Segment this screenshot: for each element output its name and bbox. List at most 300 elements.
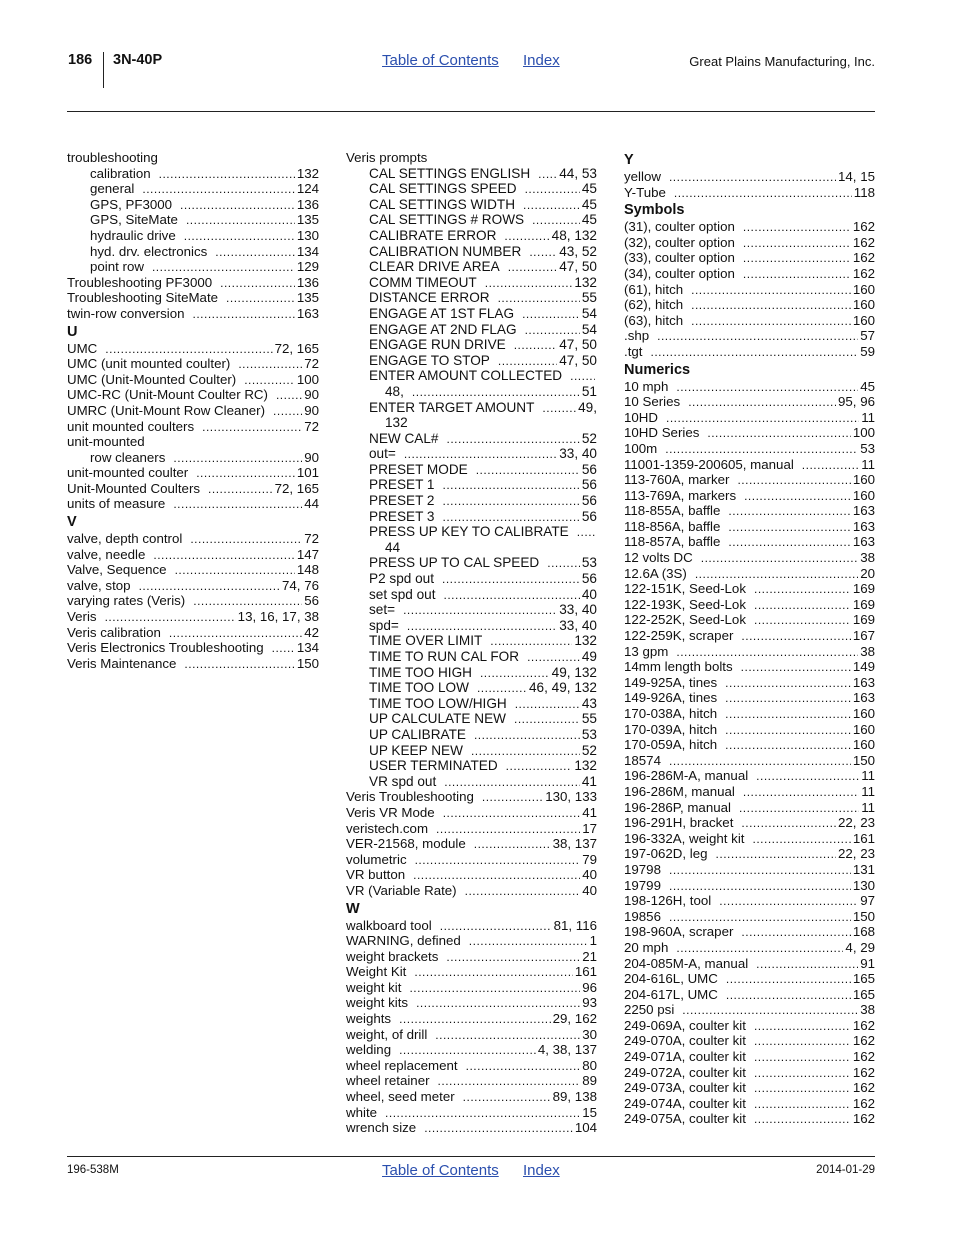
page-reference[interactable]: 56 [581, 493, 597, 509]
leader-dots [674, 186, 852, 201]
page-reference[interactable]: 49, 132 [551, 664, 597, 680]
page-reference[interactable]: 100 [296, 371, 319, 387]
leader-dots [435, 1028, 580, 1043]
page-reference[interactable]: 29, 162 [552, 1011, 597, 1027]
page-reference[interactable]: 163 [296, 305, 319, 321]
model-name: 3N-40P [113, 52, 163, 68]
index-entry [624, 1065, 875, 1081]
leader-dots [669, 910, 851, 925]
page-reference[interactable]: 55 [581, 711, 597, 727]
page-reference[interactable]: 167 [852, 628, 875, 644]
page-reference[interactable]: 162 [852, 265, 875, 281]
entry-label: 149-925A, tines [624, 674, 718, 690]
index-entry [67, 166, 319, 182]
leader-dots [669, 879, 851, 894]
entry-label: 10 Series [624, 394, 681, 410]
leader-dots [385, 1106, 580, 1121]
page-reference[interactable]: 130, 133 [545, 789, 597, 805]
entry-label: 249-072A, coulter kit [624, 1064, 746, 1080]
page-reference[interactable]: 11 [861, 768, 875, 784]
page-reference[interactable]: 57 [860, 328, 875, 344]
page-reference[interactable]: 72 [304, 418, 319, 434]
page-reference[interactable]: 43, 52 [559, 243, 597, 259]
page-reference[interactable]: 162 [852, 1095, 875, 1111]
entry-label: CAL SETTINGS SPEED [369, 181, 517, 197]
page-reference[interactable]: 13, 16, 17, 38 [237, 609, 319, 625]
entry-label: varying rates (Veris) [67, 593, 186, 609]
entry-label: 113-760A, marker [624, 472, 730, 488]
index-entry [346, 337, 597, 353]
index-entry [624, 266, 875, 282]
entry-label: Troubleshooting PF3000 [67, 274, 213, 290]
leader-dots [728, 535, 850, 550]
entry-label: 249-071A, coulter kit [624, 1049, 746, 1065]
page-reference[interactable]: 81, 116 [553, 917, 597, 933]
page-reference[interactable]: 40 [582, 867, 597, 883]
leader-dots [691, 314, 851, 329]
leader-dots [424, 1121, 573, 1136]
index-entry [624, 250, 875, 266]
index-entry [67, 531, 319, 547]
page-reference[interactable]: 54 [581, 321, 597, 337]
entry-label: out= [369, 446, 396, 462]
page-reference[interactable]: 89, 138 [552, 1089, 597, 1105]
page-reference[interactable]: 53 [581, 555, 597, 571]
leader-dots [105, 342, 272, 357]
header-index-link[interactable]: Index [523, 52, 560, 69]
page-reference[interactable]: 45 [581, 181, 597, 197]
entry-label: WARNING, defined [346, 933, 461, 949]
page-reference[interactable]: 45 [581, 212, 597, 228]
page-reference[interactable]: 162 [852, 1049, 875, 1065]
page-reference[interactable]: 163 [852, 503, 875, 519]
page-reference[interactable]: 91 [860, 955, 875, 971]
entry-label: Y-Tube [624, 184, 666, 200]
page-reference[interactable]: 163 [852, 534, 875, 550]
index-entry [346, 368, 597, 384]
leader-dots [743, 236, 851, 251]
leader-dots [527, 650, 580, 665]
page-reference[interactable]: 129 [296, 259, 319, 275]
index-entry [67, 228, 319, 244]
leader-dots [525, 182, 580, 197]
page-reference[interactable]: 136 [296, 274, 319, 290]
header-toc-link[interactable]: Table of Contents [382, 52, 499, 69]
entry-label: 19799 [624, 877, 661, 893]
leader-dots [676, 380, 858, 395]
page-reference[interactable]: 38 [860, 550, 875, 566]
page-reference[interactable]: 169 [852, 612, 875, 628]
leader-dots [754, 1034, 851, 1049]
entry-label: 13 gpm [624, 643, 669, 659]
page-reference[interactable]: 72, 165 [274, 340, 319, 356]
page-reference[interactable]: 54 [581, 305, 597, 321]
index-entry [624, 441, 875, 457]
leader-dots [754, 1097, 851, 1112]
page-reference[interactable]: 165 [852, 986, 875, 1002]
index-entry [346, 852, 597, 868]
page-reference[interactable]: 52 [581, 742, 597, 758]
page-reference[interactable]: 132 [574, 758, 597, 774]
page-reference[interactable]: 49 [581, 649, 597, 664]
entry-label: 249-069A, coulter kit [624, 1017, 746, 1033]
page-reference[interactable]: 80 [582, 1057, 597, 1073]
index-entry [67, 609, 319, 625]
index-entry [346, 306, 597, 322]
index-entry [67, 562, 319, 578]
leader-dots [490, 634, 572, 649]
page-reference[interactable]: 90 [304, 449, 319, 465]
leader-dots [669, 170, 836, 185]
page-reference[interactable]: 97 [860, 893, 875, 909]
entry-label: TIME TOO LOW [369, 680, 469, 696]
page-reference[interactable]: 48, 132 [551, 227, 597, 243]
page-reference[interactable]: 163 [852, 518, 875, 534]
entry-label: 18574 [624, 752, 661, 768]
index-entry [67, 212, 319, 228]
entry-label: 122-193K, Seed-Lok [624, 596, 746, 612]
page-reference[interactable]: 160 [852, 487, 875, 503]
entry-label: 10HD [624, 409, 658, 425]
leader-dots [153, 548, 294, 563]
page-reference[interactable]: 162 [852, 250, 875, 266]
page-reference[interactable]: 161 [852, 830, 875, 846]
entry-label: valve, needle [67, 546, 146, 562]
index-entry [67, 306, 319, 322]
entry-label: 170-038A, hitch [624, 706, 718, 721]
page-reference[interactable]: 134 [296, 640, 319, 656]
page-reference[interactable]: 162 [852, 1033, 875, 1049]
index-entry [67, 656, 319, 672]
page-reference[interactable]: 135 [296, 212, 319, 228]
entry-label: Unit-Mounted Coulters [67, 480, 201, 496]
page-reference[interactable]: 44 [304, 496, 319, 512]
entry-label: 122-259K, scraper [624, 628, 734, 644]
entry-label: 14mm length bolts [624, 659, 733, 675]
index-entry [346, 995, 597, 1011]
page-reference[interactable]: 162 [852, 1064, 875, 1080]
page-reference[interactable]: 47, 50 [559, 337, 597, 353]
entry-label: Weight Kit [346, 964, 407, 980]
index-entry [346, 680, 597, 696]
leader-dots [476, 463, 580, 478]
page-reference[interactable]: 162 [852, 1017, 875, 1033]
leader-dots [442, 510, 579, 525]
leader-dots [514, 712, 580, 727]
leader-dots [666, 411, 859, 426]
entry-label: troubleshooting [67, 150, 158, 165]
leader-dots [474, 728, 580, 743]
leader-dots [529, 245, 557, 260]
leader-dots [650, 345, 858, 360]
page-reference[interactable]: 131 [852, 861, 875, 877]
entry-label: (63), hitch [624, 312, 684, 328]
page-reference[interactable]: 160 [852, 281, 875, 297]
index-entry [624, 581, 875, 597]
page-reference[interactable]: 45 [581, 196, 597, 212]
page-reference[interactable]: 163 [852, 674, 875, 690]
page-reference[interactable]: 56 [581, 477, 597, 493]
leader-dots [273, 404, 302, 419]
page-reference[interactable]: 118 [853, 184, 875, 200]
page-reference[interactable]: 72 [304, 531, 319, 547]
index-entry [624, 566, 875, 582]
page-reference[interactable]: 11 [861, 799, 875, 815]
page-reference[interactable]: 42 [304, 624, 319, 640]
entry-label: ENTER AMOUNT COLLECTED [369, 368, 563, 384]
leader-dots [657, 329, 858, 344]
page-reference[interactable]: 160 [852, 721, 875, 737]
page-reference[interactable]: 53 [581, 726, 597, 742]
leader-dots [208, 482, 273, 497]
index-entry [346, 259, 597, 275]
entry-label: 132 [385, 415, 408, 431]
page-reference[interactable]: 47, 50 [559, 352, 597, 368]
page-reference[interactable]: 149 [852, 659, 875, 675]
index-entry [67, 356, 319, 372]
index-entry [624, 659, 875, 675]
page-reference[interactable]: 160 [852, 706, 875, 721]
index-entry [624, 344, 875, 360]
index-entry [67, 275, 319, 291]
page-reference[interactable]: 40 [581, 586, 597, 602]
page-reference[interactable]: 56 [581, 508, 597, 524]
page-reference[interactable]: 41 [582, 804, 597, 820]
page-reference[interactable]: 22, 23 [838, 846, 875, 862]
page-reference[interactable]: 17 [582, 820, 597, 836]
index-entry [346, 836, 597, 852]
footer-toc-link[interactable]: Table of Contents [382, 1162, 499, 1179]
index-entry [346, 353, 597, 369]
index-entry [624, 394, 875, 410]
page-reference[interactable]: 135 [296, 290, 319, 306]
page-reference[interactable]: 22, 23 [838, 815, 875, 831]
entry-label: VR button [346, 867, 406, 883]
leader-dots [238, 357, 302, 372]
index-entry [67, 372, 319, 388]
page-reference[interactable]: 160 [852, 472, 875, 488]
index-entry [346, 602, 597, 618]
entry-label: CALIBRATE ERROR [369, 227, 497, 243]
page-reference[interactable]: 56 [304, 593, 319, 609]
leader-dots [754, 1112, 851, 1127]
page-reference[interactable]: 56 [581, 571, 597, 587]
page-reference[interactable]: 162 [852, 219, 875, 235]
page-reference[interactable]: 160 [852, 312, 875, 328]
entry-label: calibration [90, 165, 151, 181]
page-reference[interactable]: 79 [582, 851, 597, 867]
page-reference[interactable]: 11 [861, 456, 875, 472]
index-entry [624, 815, 875, 831]
page-reference[interactable]: 101 [296, 465, 319, 481]
leader-dots [754, 1066, 851, 1081]
page-reference[interactable]: 4, 29 [845, 939, 875, 955]
page-reference[interactable]: 72, 165 [274, 480, 319, 496]
footer-doc-number: 196-538M [67, 1164, 119, 1176]
page-reference[interactable]: 74, 76 [282, 577, 319, 593]
footer-index-link[interactable]: Index [523, 1162, 560, 1179]
index-entry [67, 197, 319, 213]
entry-label: 196-332A, weight kit [624, 830, 745, 846]
page-reference[interactable]: 96 [582, 979, 597, 995]
entry-label: Veris calibration [67, 624, 161, 640]
leader-dots [754, 1019, 851, 1034]
leader-dots [480, 666, 550, 681]
entry-label: 19798 [624, 861, 661, 877]
page-reference[interactable]: 148 [296, 562, 319, 578]
index-entry [346, 933, 597, 949]
page-reference[interactable]: 165 [852, 971, 875, 987]
page-reference[interactable]: 95, 96 [838, 394, 875, 410]
index-entry [624, 534, 875, 550]
page-reference[interactable]: 53 [860, 440, 875, 456]
page-reference[interactable]: 150 [852, 908, 875, 924]
page-reference[interactable]: 40 [582, 882, 597, 898]
page-reference[interactable]: 124 [296, 181, 319, 197]
index-entry [624, 722, 875, 738]
entry-label: CLEAR DRIVE AREA [369, 259, 500, 275]
page-reference[interactable]: 52 [581, 430, 597, 446]
page-reference[interactable]: 46, 49, 132 [528, 680, 597, 696]
entry-label: 196-286M, manual [624, 783, 735, 799]
entry-label: (32), coulter option [624, 234, 735, 250]
page-reference[interactable]: 49, [578, 399, 597, 415]
entry-label: 122-151K, Seed-Lok [624, 581, 746, 597]
index-entry [624, 628, 875, 644]
index-entry [624, 328, 875, 344]
entry-label: .shp [624, 328, 650, 344]
page-reference[interactable]: 30 [582, 1026, 597, 1042]
page-reference[interactable]: 147 [296, 546, 319, 562]
leader-dots [220, 276, 295, 291]
entry-label: 170-039A, hitch [624, 721, 718, 737]
page-reference[interactable]: 11 [861, 783, 875, 799]
entry-label: GPS, PF3000 [90, 196, 173, 212]
page-reference[interactable]: 163 [852, 690, 875, 706]
index-entry [346, 649, 597, 665]
index-entry [624, 862, 875, 878]
page-reference[interactable]: 45 [860, 378, 875, 394]
leader-dots [725, 707, 851, 722]
leader-dots [414, 965, 572, 980]
page-reference[interactable]: 132 [574, 633, 597, 649]
entry-label: ENGAGE AT 1ST FLAG [369, 305, 515, 321]
entry-label: CAL SETTINGS ENGLISH [369, 165, 531, 181]
entry-label: Veris Electronics Troubleshooting [67, 640, 264, 656]
leader-dots [169, 626, 302, 641]
page-reference[interactable]: 14, 15 [838, 169, 875, 184]
page-reference[interactable]: 136 [296, 196, 319, 212]
entry-label: PRESET 2 [369, 493, 435, 509]
page-reference[interactable]: 44, 53 [559, 165, 597, 181]
index-entry [346, 290, 597, 306]
page-reference[interactable]: 162 [852, 234, 875, 250]
page-reference[interactable]: 130 [852, 877, 875, 893]
page-reference[interactable]: 38, 137 [552, 836, 597, 852]
page-reference[interactable]: 15 [582, 1104, 597, 1120]
page-reference[interactable]: 4, 38, 137 [537, 1042, 597, 1058]
page-reference[interactable]: 104 [574, 1120, 597, 1136]
page-reference[interactable]: 33, 40 [559, 617, 597, 633]
page-reference[interactable]: 130 [296, 227, 319, 243]
page-reference[interactable]: 59 [860, 343, 875, 359]
entry-label: weight kits [346, 995, 409, 1011]
page-reference[interactable]: 43 [581, 695, 597, 711]
page-reference[interactable]: 33, 40 [559, 446, 597, 462]
page-reference[interactable]: 160 [852, 297, 875, 313]
page-reference[interactable]: 72 [304, 356, 319, 372]
leader-dots [202, 420, 302, 435]
entry-label: UMC (Unit-Mounted Coulter) [67, 371, 237, 387]
page-reference[interactable]: 150 [296, 655, 319, 671]
page-reference[interactable]: 51 [581, 383, 597, 399]
entry-label: Veris [67, 609, 97, 625]
index-entry [346, 275, 597, 291]
leader-dots [412, 385, 580, 400]
index-entry [67, 403, 319, 419]
page-reference[interactable]: 100 [852, 425, 875, 441]
leader-dots [469, 934, 588, 949]
page-reference[interactable]: 150 [852, 752, 875, 768]
page-reference[interactable]: 134 [296, 243, 319, 259]
page-reference[interactable]: 38 [860, 1002, 875, 1018]
entry-label: 197-062D, leg [624, 846, 708, 862]
page-reference[interactable]: 132 [574, 274, 597, 290]
page-reference[interactable]: 168 [852, 924, 875, 940]
index-entry [624, 1002, 875, 1018]
page-reference[interactable]: 90 [304, 402, 319, 418]
index-entry [67, 244, 319, 260]
page-reference[interactable]: 20 [860, 565, 875, 581]
page-reference[interactable]: 162 [852, 1080, 875, 1096]
page-reference[interactable]: 56 [581, 461, 597, 477]
leader-dots [416, 996, 580, 1011]
page-reference[interactable]: 11 [861, 409, 875, 425]
page-reference[interactable]: 169 [852, 581, 875, 597]
leader-dots [525, 323, 580, 338]
leader-dots [474, 837, 551, 852]
page-reference[interactable]: 132 [296, 165, 319, 181]
page-reference[interactable]: 38 [860, 643, 875, 659]
page-reference[interactable]: 89 [582, 1073, 597, 1089]
page-reference[interactable]: 161 [574, 964, 597, 980]
page-reference[interactable]: 169 [852, 596, 875, 612]
page-reference[interactable]: 160 [852, 737, 875, 753]
page-reference[interactable]: 162 [852, 1111, 875, 1127]
index-entry [624, 597, 875, 613]
index-entry [624, 235, 875, 251]
page-reference[interactable]: 33, 40 [559, 602, 597, 618]
index-entry [67, 578, 319, 594]
page-reference[interactable]: 93 [582, 995, 597, 1011]
page-reference[interactable]: 41 [581, 773, 597, 789]
page-reference[interactable]: 47, 50 [559, 259, 597, 275]
page-reference[interactable]: 21 [582, 948, 597, 964]
page-reference[interactable]: 1 [589, 933, 597, 949]
entry-label: P2 spd out [369, 571, 434, 587]
index-entry [346, 446, 597, 462]
page-reference[interactable]: 55 [581, 290, 597, 306]
page-reference[interactable]: 90 [304, 387, 319, 403]
leader-dots [532, 213, 580, 228]
entry-label: 100m [624, 440, 658, 456]
entry-label: wrench size [346, 1120, 417, 1136]
entry-label: 204-616L, UMC [624, 971, 718, 987]
index-entry [346, 774, 597, 790]
entry-label: 12 volts DC [624, 550, 693, 566]
index-entry [346, 524, 597, 540]
leader-dots [743, 220, 851, 235]
